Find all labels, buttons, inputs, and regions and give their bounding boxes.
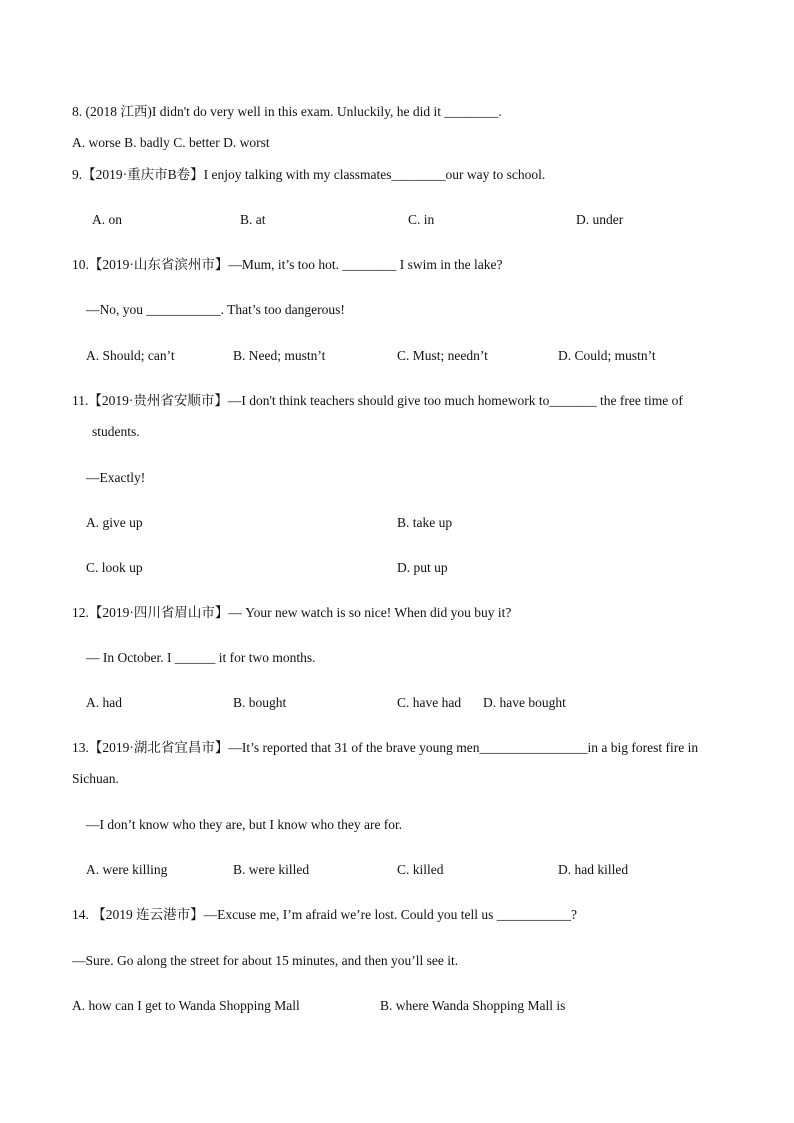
q11-prompt: 11.【2019·贵州省安顺市】—I don't think teachers should give too much homework to_______ the free time of — [72, 393, 683, 408]
q9-prompt-before: 9.【2019·重庆市B卷】I enjoy talking with my classmates — [72, 167, 392, 182]
q11-option-a: A. give up — [86, 515, 143, 530]
q12-option-d: D. have bought — [483, 695, 566, 710]
q13-option-b: B. were killed — [233, 862, 310, 877]
q12-option-c: C. have had — [397, 695, 462, 710]
q13-prompt: 13.【2019·湖北省宜昌市】—It’s reported that 31 of the brave young men________________in a big forest fire in — [72, 740, 699, 755]
q12-prompt: 12.【2019·四川省眉山市】— Your new watch is so nice! When did you buy it? — [72, 605, 512, 620]
q9-option-b: B. at — [240, 212, 266, 227]
q12-option-b: B. bought — [233, 695, 287, 710]
q11-reply: —Exactly! — [86, 470, 146, 485]
q14-prompt: 14. 【2019 连云港市】—Excuse me, I’m afraid we’re lost. Could you tell us ___________? — [72, 907, 578, 922]
q10-prompt: 10.【2019·山东省滨州市】—Mum, it’s too hot. ________ I swim in the lake? — [72, 257, 503, 272]
q11-option-c: C. look up — [86, 560, 143, 575]
q10-option-b: B. Need; mustn’t — [233, 348, 326, 363]
q13-option-d: D. had killed — [558, 862, 629, 877]
q13-option-c: C. killed — [397, 862, 444, 877]
q10-option-a: A. Should; can’t — [86, 348, 175, 363]
q9-prompt-after: our way to school. — [445, 167, 546, 182]
q11-option-d: D. put up — [397, 560, 448, 575]
q10-reply: —No, you ___________. That’s too dangerous! — [86, 302, 345, 317]
q9-option-c: C. in — [408, 212, 435, 227]
q10-option-d: D. Could; mustn’t — [558, 348, 656, 363]
q12-option-a: A. had — [86, 695, 122, 710]
q13-reply: —I don’t know who they are, but I know who they are for. — [86, 817, 403, 832]
q9-prompt — [72, 166, 545, 184]
q11-prompt-cont: students. — [92, 424, 140, 439]
q14-option-a: A. how can I get to Wanda Shopping Mall — [72, 998, 300, 1013]
q14-reply: —Sure. Go along the street for about 15 minutes, and then you’ll see it. — [72, 953, 459, 968]
q12-reply: — In October. I ______ it for two months. — [86, 650, 316, 665]
q9-option-a: A. on — [92, 212, 122, 227]
q9-option-d: D. under — [576, 212, 624, 227]
q13-option-a: A. were killing — [86, 862, 168, 877]
q10-option-c: C. Must; needn’t — [397, 348, 488, 363]
q14-option-b: B. where Wanda Shopping Mall is — [380, 998, 566, 1013]
q8-prompt: 8. (2018 江西)I didn't do very well in this exam. Unluckily, he did it ________. — [72, 104, 502, 119]
q13-prompt-cont: Sichuan. — [72, 771, 119, 786]
q9-blank: ________ — [391, 167, 446, 182]
q11-option-b: B. take up — [397, 515, 453, 530]
q8-options: A. worse B. badly C. better D. worst — [72, 135, 270, 150]
